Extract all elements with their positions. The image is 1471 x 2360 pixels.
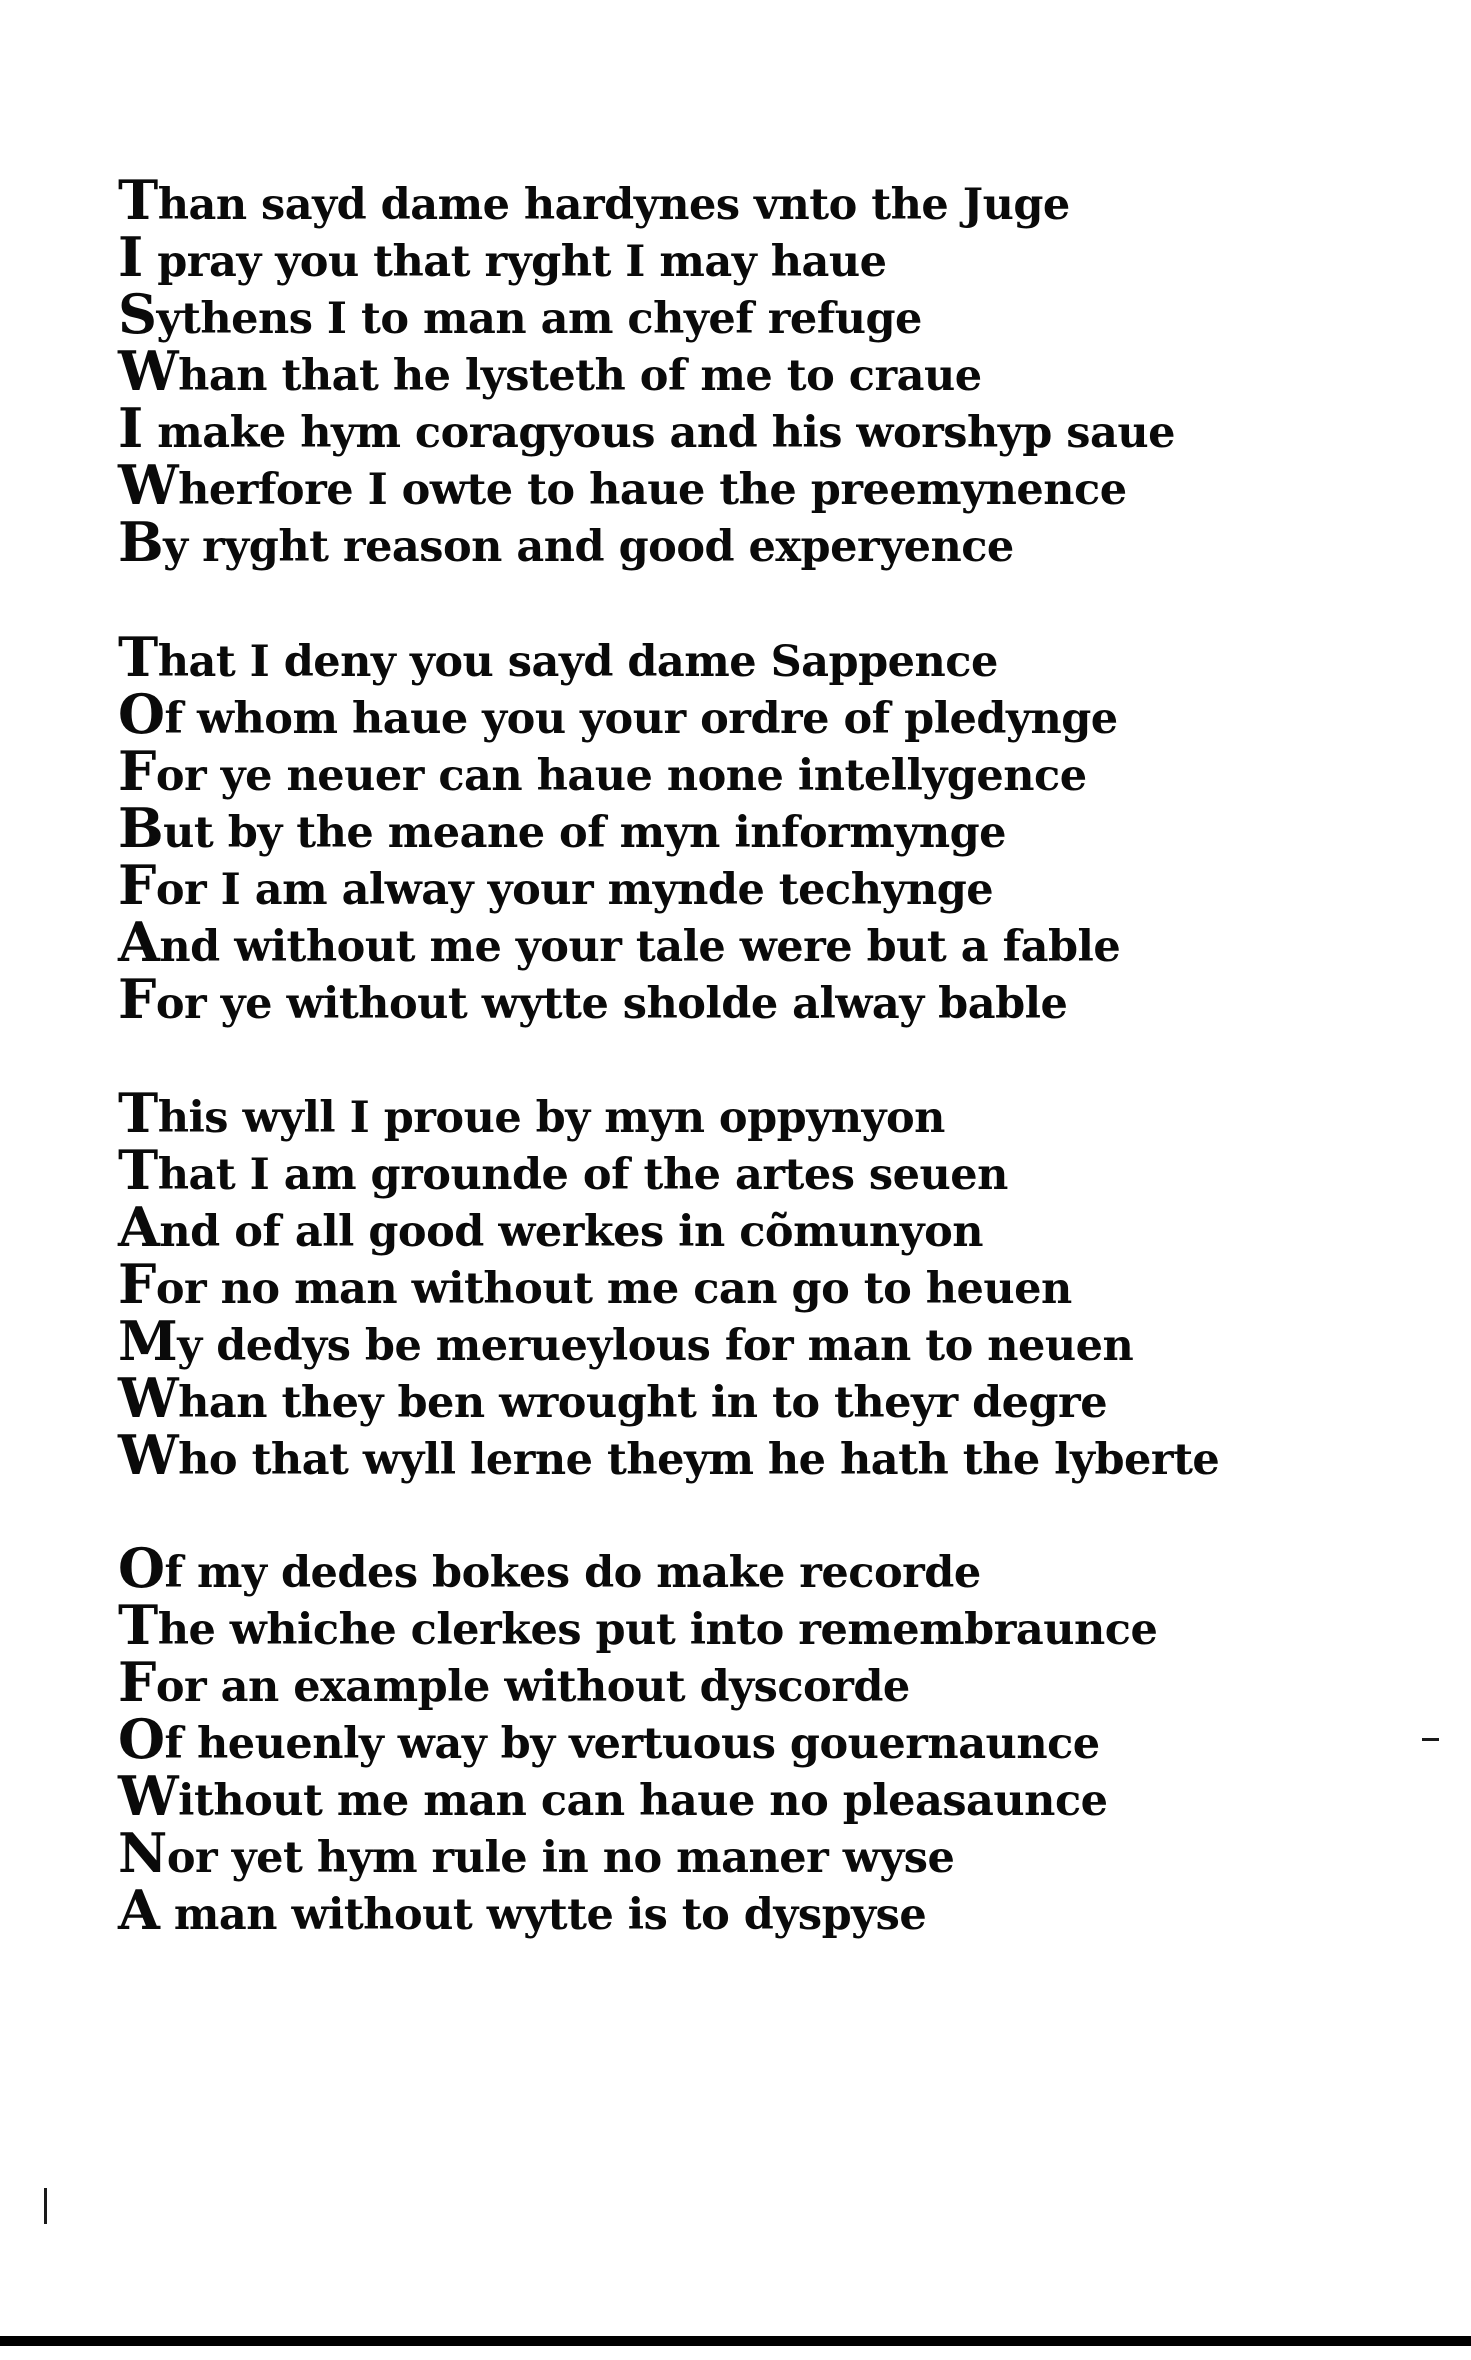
ink-mark [1422, 1738, 1439, 1741]
verse-line: But by the meane of myn informynge [118, 796, 1007, 860]
verse-line: For I am alway your mynde techynge [118, 853, 994, 917]
stanza [118, 168, 1175, 574]
verse-line: My dedys be merueylous for man to neuen [118, 1309, 1134, 1373]
verse-line: And of all good werkes in cõmunyon [118, 1195, 984, 1259]
verse-line: For an example without dyscorde [118, 1650, 910, 1714]
verse-line: Whan they ben wrought in to theyr degre [118, 1366, 1108, 1430]
stanza [118, 1536, 1158, 1942]
verse-line: Than sayd dame hardynes vnto the Juge [118, 168, 1070, 232]
ink-mark [44, 2188, 47, 2224]
verse-line: By ryght reason and good experyence [118, 510, 1014, 574]
verse-line: Whan that he lysteth of me to craue [118, 339, 982, 403]
verse-line: And without me your tale were but a fable [118, 910, 1121, 974]
verse-line: For no man without me can go to heuen [118, 1252, 1072, 1316]
verse-line: Nor yet hym rule in no maner wyse [118, 1821, 955, 1885]
verse-line: That I deny you sayd dame Sappence [118, 625, 998, 689]
verse-line: Of whom haue you your ordre of pledynge [118, 682, 1118, 746]
verse-line: Without me man can haue no pleasaunce [118, 1764, 1108, 1828]
verse-line: Of my dedes bokes do make recorde [118, 1536, 981, 1600]
stanza [118, 625, 1158, 1031]
verse-line: Who that wyll lerne theym he hath the lyberte [118, 1423, 1220, 1487]
verse-line: Sythens I to man am chyef refuge [118, 282, 922, 346]
page-edge-rule [0, 2336, 1471, 2346]
verse-line: Of heuenly way by vertuous gouernaunce [118, 1707, 1100, 1771]
verse-line: This wyll I proue by myn oppynyon [118, 1081, 945, 1145]
stanza [118, 1081, 1220, 1487]
verse-line: I make hym coragyous and his worshyp saue [118, 396, 1175, 460]
verse-line: That I am grounde of the artes seuen [118, 1138, 1008, 1202]
verse-line: I pray you that ryght I may haue [118, 225, 887, 289]
verse-line: A man without wytte is to dyspyse [118, 1878, 927, 1942]
verse-line: The whiche clerkes put into remembraunce [118, 1593, 1158, 1657]
verse-line: For ye neuer can haue none intellygence [118, 739, 1087, 803]
verse-line: For ye without wytte sholde alway bable [118, 967, 1068, 1031]
verse-line: Wherfore I owte to haue the preemynence [118, 453, 1127, 517]
